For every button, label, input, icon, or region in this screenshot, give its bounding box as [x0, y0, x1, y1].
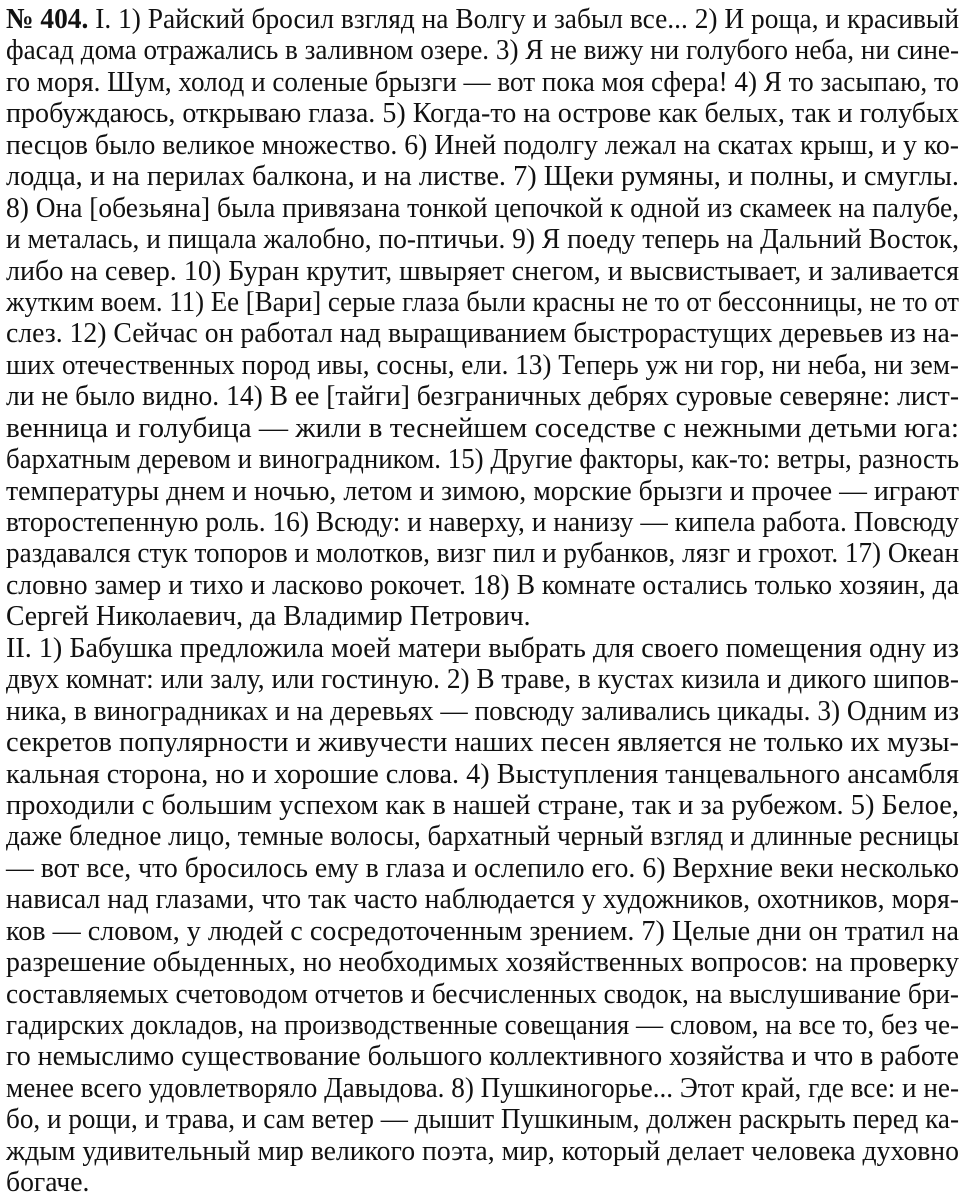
text-line-content	[6, 821, 959, 852]
exercise-number: № 404.	[6, 3, 89, 35]
line-text: слез. 12) Сейчас он работал над выращиванием быстрорастущих деревьев из на-	[6, 317, 959, 350]
text-line-content	[6, 947, 959, 978]
text-line-content	[6, 1104, 959, 1135]
line-text: проходили с большим успехом как в нашей стране, так и за рубежом. 5) Белое,	[6, 788, 959, 821]
text-line	[6, 601, 959, 632]
text-line	[6, 1104, 959, 1135]
text-line-content	[6, 287, 959, 318]
text-line	[6, 98, 959, 129]
text-line	[6, 570, 959, 601]
text-line-content	[6, 570, 959, 601]
text-line	[6, 1136, 959, 1167]
line-text: температуры днем и ночью, летом и зимою, морские брызги и прочее — играют	[6, 474, 959, 507]
text-line-content	[6, 350, 959, 381]
exercise-text	[6, 4, 959, 1199]
line-text: богаче.	[6, 1166, 90, 1199]
text-line	[6, 727, 959, 758]
line-text: и металась, и пищала жалобно, по-птичьи. 9) Я поеду теперь на Дальний Восток,	[6, 223, 959, 256]
text-line-content	[6, 1167, 89, 1198]
text-line	[6, 538, 959, 569]
line-text: II. 1) Бабушка предложила моей матери выбрать для своего помещения одну из	[6, 631, 959, 664]
line-text: ших отечественных пород ивы, сосны, ели. 13) Теперь уж ни гор, ни неба, ни зем-	[6, 348, 959, 381]
text-line-content	[6, 318, 959, 349]
text-line	[6, 853, 959, 884]
text-line	[6, 350, 959, 381]
text-line	[6, 4, 959, 35]
line-text: гадирских докладов, на производственные совещания — словом, на все то, без че-	[6, 1009, 959, 1041]
text-line-content	[6, 1073, 959, 1104]
text-line	[6, 67, 959, 98]
line-text: ли не было видно. 14) В ее [тайги] безграничных дебрях суровые северяне: лист-	[6, 380, 959, 413]
text-line-content	[6, 979, 959, 1010]
text-line	[6, 947, 959, 978]
text-line-content	[6, 224, 959, 255]
line-text: венница и голубица — жили в теснейшем соседстве с нежными детьми юга:	[6, 411, 959, 444]
text-line-content	[6, 67, 959, 98]
text-line	[6, 476, 959, 507]
text-line	[6, 193, 959, 224]
text-line-content	[6, 1136, 959, 1167]
text-line-content	[6, 727, 959, 758]
text-line	[6, 413, 959, 444]
text-line-content	[6, 161, 959, 192]
line-text: бархатным деревом и виноградником. 15) Другие факторы, как-то: ветры, разность	[6, 443, 959, 476]
text-line-content	[6, 256, 959, 287]
text-line-content	[6, 853, 959, 884]
line-text: составляемых счетоводом отчетов и бесчисленных сводок, на выслушивание бри-	[6, 977, 959, 1010]
text-line-content	[6, 601, 531, 632]
line-text: бо, и рощи, и трава, и сам ветер — дышит Пушкиным, должен раскрыть перед ка-	[6, 1103, 959, 1136]
line-text: фасад дома отражались в заливном озере. 3) Я не вижу ни голубого неба, ни сине-	[6, 34, 959, 67]
text-line	[6, 318, 959, 349]
text-line	[6, 916, 959, 947]
text-line	[6, 821, 959, 852]
text-line	[6, 224, 959, 255]
text-line	[6, 130, 959, 161]
text-line-content	[6, 633, 959, 664]
text-line-content	[6, 507, 959, 538]
line-text: разрешение обыденных, но необходимых хозяйственных вопросов: на проверку	[6, 946, 959, 979]
text-line-content	[6, 130, 959, 161]
text-line	[6, 287, 959, 318]
line-text: жутким воем. 11) Ее [Вари] серые глаза были красны не то от бессонницы, не то от	[6, 285, 959, 318]
line-text: даже бледное лицо, темные волосы, бархатный черный взгляд и длинные ресницы	[6, 820, 959, 853]
line-text: нависал над глазами, что так часто наблюдается у художников, охотников, моря-	[6, 883, 959, 916]
line-text: 8) Она [обезьяна] была привязана тонкой цепочкой к одной из скамеек на палубе,	[6, 191, 959, 224]
line-text: I. 1) Райский бросил взгляд на Волгу и забыл все... 2) И роща, и красивый	[88, 3, 960, 35]
text-line-content	[6, 759, 959, 790]
line-text: го моря. Шум, холод и соленые брызги — вот пока моя сфера! 4) Я то засыпаю, то	[6, 65, 959, 98]
text-line	[6, 633, 959, 664]
text-line	[6, 381, 959, 412]
line-text: кальная сторона, но и хорошие слова. 4) Выступления танцевального ансамбля	[6, 757, 959, 790]
text-line-content	[6, 884, 959, 915]
line-text: двух комнат: или залу, или гостиную. 2) В траве, в кустах кизила и дикого шипов-	[6, 663, 959, 696]
text-line	[6, 507, 959, 538]
text-line-content	[6, 444, 959, 475]
text-line	[6, 759, 959, 790]
line-text: — вот все, что бросилось ему в глаза и ослепило его. 6) Верхние веки несколько	[6, 851, 959, 884]
line-text: лодца, и на перилах балкона, и на листве. 7) Щеки румяны, и полны, и смуглы.	[6, 160, 959, 193]
line-text: раздавался стук топоров и молотков, визг пил и рубанков, лязг и грохот. 17) Океан	[6, 537, 959, 570]
line-text: либо на север. 10) Буран крутит, швыряет снегом, и высвистывает, и заливается	[6, 254, 959, 287]
text-line-content	[6, 916, 959, 947]
text-line	[6, 1041, 959, 1072]
text-line	[6, 35, 959, 66]
text-line-content	[6, 696, 959, 727]
text-line	[6, 161, 959, 192]
line-text: пробуждаюсь, открываю глаза. 5) Когда-то на острове как белых, так и голубых	[6, 97, 959, 130]
text-line-content	[6, 4, 959, 35]
line-text: го немыслимо существование большого коллективного хозяйства и что в работе	[6, 1040, 959, 1073]
text-line	[6, 1167, 959, 1198]
text-line	[6, 884, 959, 915]
text-line-content	[6, 413, 959, 444]
text-line-content	[6, 35, 959, 66]
text-line	[6, 790, 959, 821]
line-text: менее всего удовлетворяло Давыдова. 8) Пушкиногорье... Этот край, где все: и не-	[6, 1071, 959, 1104]
text-line	[6, 979, 959, 1010]
text-line-content	[6, 1041, 959, 1072]
line-text: Сергей Николаевич, да Владимир Петрович.	[6, 600, 531, 633]
line-text: секретов популярности и живучести наших песен является не только их музы-	[6, 726, 959, 759]
text-line	[6, 444, 959, 475]
line-text: ника, в виноградниках и на деревьях — повсюду заливались цикады. 3) Одним из	[6, 694, 959, 727]
text-line-content	[6, 381, 959, 412]
text-line	[6, 1073, 959, 1104]
text-line	[6, 664, 959, 695]
text-line-content	[6, 1010, 959, 1041]
line-text: словно замер и тихо и ласково рокочет. 18) В комнате остались только хозяин, да	[6, 568, 959, 601]
line-text: ждым удивительный мир великого поэта, мир, который делает человека духовно	[6, 1134, 959, 1167]
text-line-content	[6, 476, 959, 507]
line-text: второстепенную роль. 16) Всюду: и наверху, и нанизу — кипела работа. Повсюду	[6, 506, 959, 538]
text-line	[6, 696, 959, 727]
text-line	[6, 256, 959, 287]
text-line-content	[6, 193, 959, 224]
line-text: песцов было великое множество. 6) Иней подолгу лежал на скатах крыш, и у ко-	[6, 128, 959, 161]
text-line-content	[6, 664, 959, 695]
line-text: ков — словом, у людей с сосредоточенным зрением. 7) Целые дни он тратил на	[6, 914, 959, 947]
text-line-content	[6, 790, 959, 821]
text-line	[6, 1010, 959, 1041]
text-line-content	[6, 98, 959, 129]
text-line-content	[6, 538, 959, 569]
